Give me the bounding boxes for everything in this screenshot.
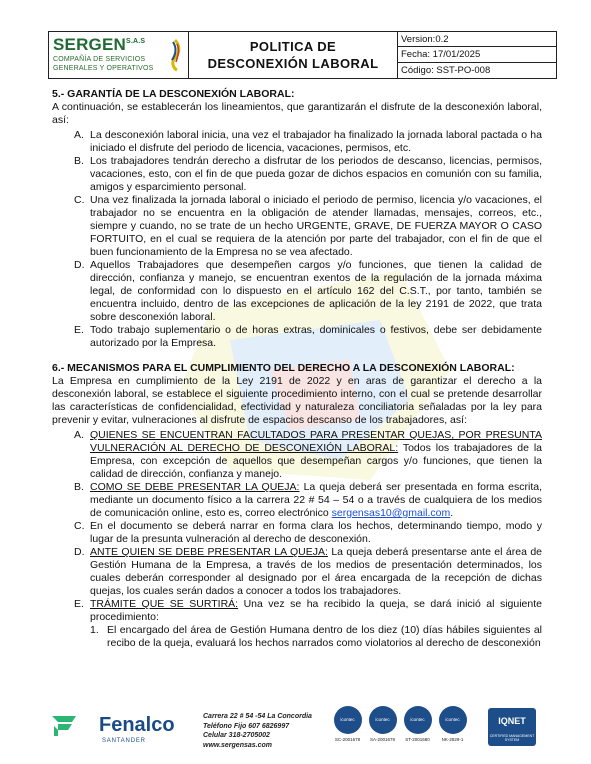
version-field: Version:0.2: [398, 32, 556, 47]
iqnet-label: IQNET: [498, 716, 526, 726]
flag-icon: [167, 38, 183, 72]
list-item: E. Todo trabajo suplementario o de horas extras, dominicales o festivos, debe ser debidamente autorizado por la Empresa.: [74, 324, 542, 349]
section-5-title: 5.- GARANTÍA DE LA DESCONEXIÓN LABORAL:: [52, 88, 295, 100]
list-item: A. La desconexión laboral inicia, una vez el trabajador ha finalizado la jornada laboral pactada o ha iniciado el disfrute del periodo de licencia, vacaciones, permisos, etc.: [74, 129, 542, 154]
list-item: C. Una vez finalizada la jornada laboral o iniciado el periodo de permiso, licencia y/o vacaciones, el trabajador no se encuentra en la obligación de atender llamadas, mensajes, correos, etc., siempre y cuando, no se trate de un hecho URGENTE, GRAVE, DE FUERZA MAYOR O CASO FORTUITO, en el cual se requiera de la atención por parte del trabajador, con el fin de que el buen funcionamiento de la Empresa no se vea afectado.: [74, 194, 542, 258]
brand-suffix: S.A.S: [126, 38, 146, 45]
list-item: 1. El encargado del área de Gestión Humana dentro de los diez (10) días hábiles siguientes al recibo de la queja, evaluará los hechos narrados como violatorios al derecho de desconexión: [90, 624, 542, 649]
company-logo: [49, 32, 189, 78]
fenalco-icon: [50, 712, 94, 738]
tagline-2: GENERALES Y OPERATIVOS: [53, 65, 154, 72]
certifications: [332, 706, 468, 742]
item-heading: ANTE QUIEN SE DEBE PRESENTAR LA QUEJA:: [90, 546, 328, 558]
document-meta: [398, 32, 556, 78]
fenalco-logo: [50, 712, 175, 744]
section-6-intro: La Empresa en cumplimiento de la Ley 2191 de 2022 y en aras de garantizar el derecho a la desconexión laboral, se establece el siguiente procedimiento interno, con el cual se pretende desarrollar las características de confidencialidad, efectividad y naturaleza conciliatoria señaladas por la ley para prevenir y evitar, vulneraciones al disfrute de espacios descanso de los trabajadores, así:: [52, 375, 542, 426]
procedure-list: [90, 624, 542, 650]
fenalco-name: Fenalco: [99, 713, 175, 736]
section-5-intro: A continuación, se establecerán los lineamientos, que garantizarán el disfrute de la desconexión laboral, así:: [52, 101, 542, 126]
address: Carrera 22 # 54 -54 La Concordia: [203, 713, 312, 720]
list-item: D. ANTE QUIEN SE DEBE PRESENTAR LA QUEJA: La queja deberá presentarse ante el área de Gestión Humana de la Empresa, a través de los medios de presentación determinados, los cuales deberán corresponder al designado por el área encargada de la recepción de dichas quejas, los cuales serán dados a conocer a todos los trabajadores.: [74, 546, 542, 597]
cert-badge: icontec NK-2829-1: [437, 706, 468, 742]
list-item: D. Aquellos Trabajadores que desempeñen cargos y/o funciones, que tienen la calidad de dirección, confianza y manejo, se encuentran exentos de la regulación de la jornada máxima legal, de conformidad con lo dispuesto en el artículo 162 del C.S.T., por tanto, también se encuentra incluido, dentro de las excepciones de aplicación de la ley 2191 de 2022, que trata sobre desconexión laboral.: [74, 259, 542, 323]
tagline-1: COMPAÑÍA DE SERVICIOS: [53, 56, 146, 63]
list-item: B. Los trabajadores tendrán derecho a disfrutar de los periodos de descanso, licencias, permisos, vacaciones, esto, con el fin de que pueda gozar de dichos espacios en comunión con su familia, amigos y esparcimiento personal.: [74, 155, 542, 193]
brand-name: SERGEN: [53, 35, 126, 54]
cert-badge: icontec SA-2001679: [367, 706, 398, 742]
item-heading: TRÁMITE QUE SE SURTIRÁ:: [90, 598, 239, 610]
document-header: [48, 31, 557, 79]
list-item: B. COMO SE DEBE PRESENTAR LA QUEJA: La queja deberá ser presentada en forma escrita, mediante un documento físico a la carrera 22 # 54 – 54 o a través de cualquiera de los medios de comunicación online, esto es, correo electrónico sergensas10@gmail.com.: [74, 481, 542, 519]
email-link[interactable]: sergensas10@gmail.com: [331, 507, 451, 519]
website: www.sergensas.com: [203, 741, 272, 749]
title-line-2: DESCONEXIÓN LABORAL: [207, 56, 379, 71]
fenalco-sub: SANTANDER: [102, 738, 146, 744]
item-heading: COMO SE DEBE PRESENTAR LA QUEJA:: [90, 481, 300, 493]
cert-badge: icontec ST-2001680: [402, 706, 433, 742]
date-field: Fecha: 17/01/2025: [398, 47, 556, 62]
section-5-list: [52, 129, 542, 350]
cell: Celular 318-2705002: [203, 732, 270, 739]
section-6-list: [52, 429, 542, 650]
iqnet-badge: [488, 708, 536, 746]
list-item: A. QUIENES SE ENCUENTRAN FACULTADOS PARA PRESENTAR QUEJAS, POR PRESUNTA VULNERACIÓN AL DERECHO DE DESCONEXIÓN LABORAL: Todos los trabajadores de la Empresa, con excepción de aquellos que desempeñan cargos y/o funciones, que tienen la calidad de dirección, confianza y manejo.: [74, 429, 543, 480]
title-line-1: POLITICA DE: [249, 39, 337, 54]
cert-badge: icontec SC-2001678: [332, 706, 363, 742]
list-item: C. En el documento se deberá narrar en forma clara los hechos, determinando tiempo, modo y lugar de la presunta vulneración al derecho de desconexión.: [74, 520, 542, 545]
iqnet-sub: CERTIFIED MANAGEMENT SYSTEM: [489, 734, 535, 742]
contact-info: [203, 712, 312, 750]
document-footer: [0, 700, 591, 764]
item-heading: QUIENES SE ENCUENTRAN FACULTADOS PARA PRESENTAR QUEJAS, POR PRESUNTA VULNERACIÓN AL DERECHO DE DESCONEXIÓN LABORAL:: [90, 429, 542, 454]
document-body: [52, 88, 542, 650]
code-field: Código: SST-PO-008: [401, 64, 491, 76]
section-6-title: 6.- MECANISMOS PARA EL CUMPLIMIENTO DEL DERECHO A LA DESCONEXIÓN LABORAL:: [52, 362, 515, 374]
list-item: E. TRÁMITE QUE SE SURTIRÁ: Una vez se ha recibido la queja, se dará inició al siguiente procedimiento: 1. El encargado del área de Gestión Humana dentro de los diez (10) días hábiles siguientes al recibo de la queja, evaluará los hechos narrados como violatorios al derecho de desconexión: [74, 598, 542, 649]
document-title: [189, 32, 398, 78]
phone: Teléfono Fijo 607 6826997: [203, 722, 290, 730]
